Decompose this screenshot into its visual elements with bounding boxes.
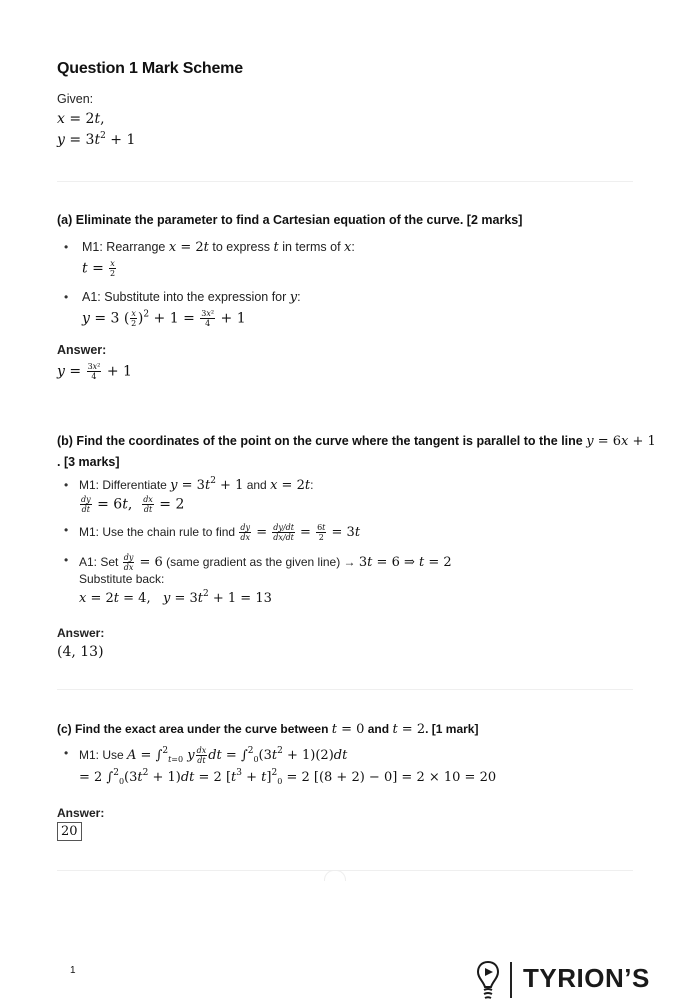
part-b-work-sub: x = 2t = 4, $y = 3t^2 + 1 = 13$ bbox=[79, 589, 272, 606]
given-label: Given: bbox=[57, 92, 94, 106]
part-c-answer-box: 20 bbox=[57, 822, 82, 841]
part-b-step-m1-chain: M1: Use the chain rule to find $\frac{dy}{dx}$ = $\frac{dy/dt}{dx/dt}$ = $\frac{6t}{2}$ = 3t bbox=[79, 523, 361, 542]
section-divider bbox=[57, 181, 633, 182]
part-c-work: = 2 $\int^2_0(3t^2 + 1)dt = 2$ $[t^3 + t]^2_0 = 2$ [(8 + 2) − 0] = 2 × 10 = 20 bbox=[79, 768, 497, 786]
part-b-work-derivs: $\frac{dy}{dt}$ = 6t, $\frac{dx}{dt}$ = 2 bbox=[81, 495, 185, 514]
logo-divider bbox=[510, 962, 512, 998]
page-title: Question 1 Mark Scheme bbox=[57, 60, 243, 77]
part-a-work-y: y = 3 ( $\frac{x}{2}$ )$^2$ + 1 = $\frac{\text{3x²}}{4}$ + 1 bbox=[82, 309, 246, 328]
section-divider bbox=[57, 689, 633, 690]
part-b-substitute-label: Substitute back: bbox=[79, 572, 165, 586]
part-a-heading: (a) Eliminate the parameter to find a Cartesian equation of the curve. [2 marks] bbox=[57, 213, 523, 227]
part-a-work-t: t = $\frac{x}{2}$ bbox=[82, 259, 116, 278]
lightbulb-play-icon bbox=[475, 960, 501, 1002]
part-a-step-a1: A1: Substitute into the expression for y: bbox=[82, 290, 301, 305]
part-c-step-m1: M1: Use A = ∫$^2_{t=0}$ y $\frac{dx}{dt}$ dt = $\int^2_0(3t^2 + 1)(2)dt$ bbox=[79, 746, 348, 765]
bullet-icon: • bbox=[64, 478, 69, 492]
given-x: x = 2t, bbox=[57, 111, 105, 127]
part-a-answer: y = $\frac{\text{3x²}}{4}$ + 1 bbox=[57, 362, 132, 381]
page-break-handle bbox=[324, 870, 346, 881]
part-b-step-m1: M1: Differentiate $y = 3t^2 + 1$ and x = 2t: bbox=[79, 476, 314, 493]
given-y: $y = 3t^2 + 1$ bbox=[57, 131, 136, 148]
part-c-heading: (c) Find the exact area under the curve between t = 0 and t = 2. [1 mark] bbox=[57, 722, 479, 737]
page-number: 1 bbox=[70, 965, 76, 976]
part-b-step-a1: A1: Set $\frac{dy}{dx}$ = 6 (same gradient as the given line) → 3t = 6 ⇒ t = 2 bbox=[79, 553, 452, 572]
bullet-icon: • bbox=[64, 240, 69, 254]
bullet-icon: • bbox=[64, 553, 69, 567]
section-divider bbox=[57, 870, 633, 871]
part-b-answer-label: Answer: bbox=[57, 626, 105, 640]
brand-logo-text: TYRION’S bbox=[523, 963, 650, 993]
part-b-heading-cont: . [3 marks] bbox=[57, 455, 120, 469]
bullet-icon: • bbox=[64, 523, 69, 537]
bullet-icon: • bbox=[64, 290, 69, 304]
part-b-answer: (4, 13) bbox=[57, 644, 104, 660]
part-a-step-m1: M1: Rearrange x = 2t to express t in terms of x: bbox=[82, 240, 355, 255]
bullet-icon: • bbox=[64, 746, 69, 760]
part-a-answer-label: Answer: bbox=[57, 343, 107, 357]
part-c-answer-label: Answer: bbox=[57, 806, 105, 820]
part-b-heading: (b) Find the coordinates of the point on the curve where the tangent is parallel to the line y = 6x + 1 bbox=[57, 434, 656, 449]
